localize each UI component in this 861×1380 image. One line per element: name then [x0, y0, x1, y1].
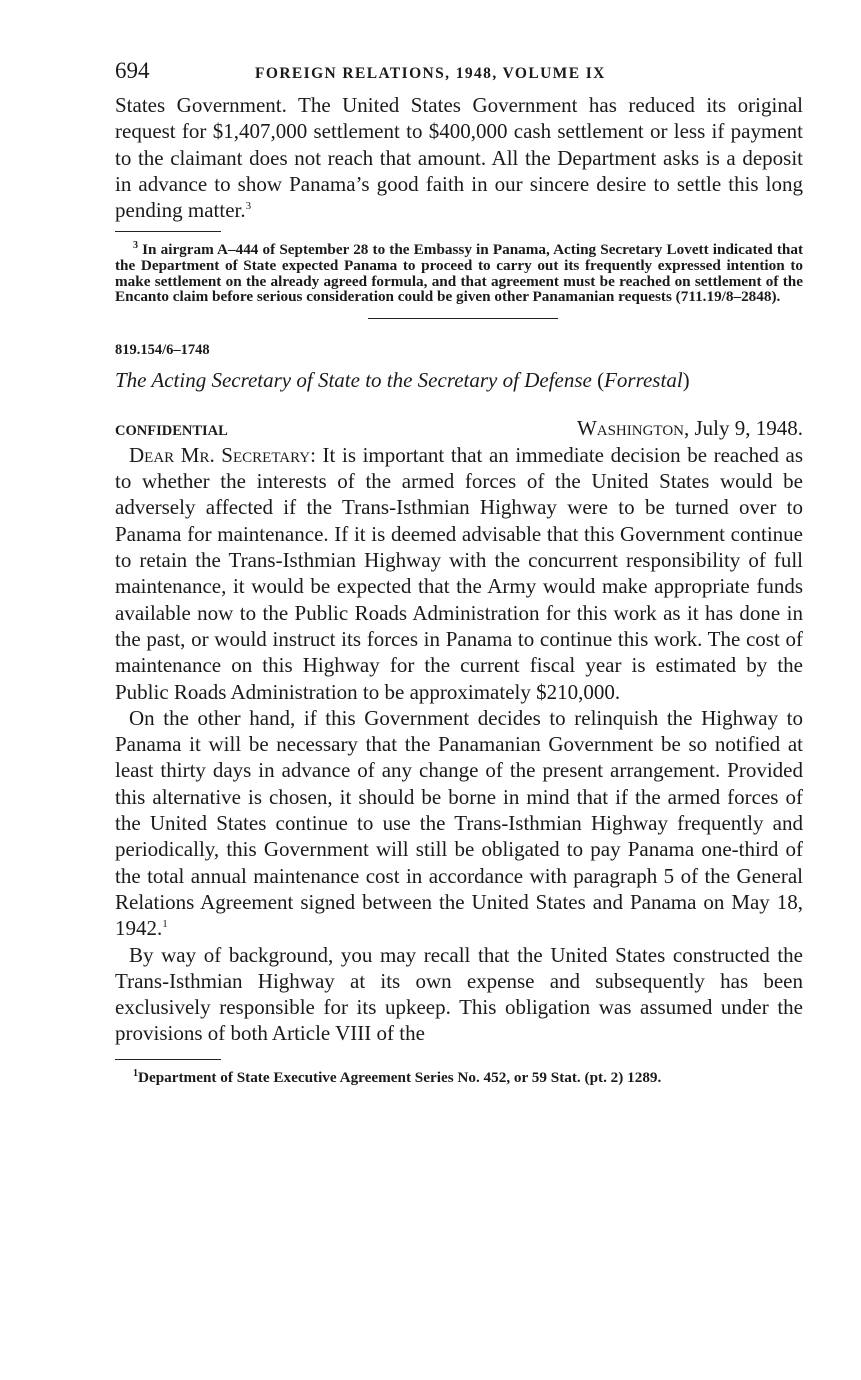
section-divider	[368, 318, 558, 319]
document-title-name: Forrestal	[604, 367, 683, 392]
footnote-divider	[115, 231, 221, 232]
footnote-ref-1: 1	[162, 918, 168, 931]
footnote-divider-bottom	[115, 1059, 221, 1060]
document-title-main: The Acting Secretary of State to the Secretary of Defense	[115, 367, 592, 392]
salutation: Dear Mr. Secretary	[129, 442, 311, 467]
paragraph-1-text: : It is important that an immediate decision be reached as to whether the interests of the armed forces of the United States would be adversely affected if the Trans-Isthmian Highway were to be turned over to Panama for maintenance. If it is deemed advisable that this Government continue to retain the Trans-Isthmian Highway with the concurrent responsibility of full maintenance, it would be expected that the Army would make appropriate funds available now to the Public Roads Administration for this work as it has done in the past, or would instruct its forces in Panama to continue this work. The cost of maintenance on this Highway for the current fiscal year is estimated by the Public Roads Administration to be approximately $210,000.	[115, 442, 803, 704]
running-head	[115, 58, 803, 92]
footnote-3-text: In airgram A–444 of September 28 to the Embassy in Panama, Acting Secretary Lovett indicated that the Department of State expected Panama to proceed to carry out its frequently expressed intention to make settlement on the already agreed formula, and that agreement must be reached on settlement of the Encanto claim before serious consideration could be given other Panamanian requests (711.19/8–2848).	[115, 241, 804, 306]
file-number: 819.154/6–1748	[115, 341, 210, 358]
document-title	[115, 368, 803, 398]
date: , July 9, 1948.	[683, 415, 803, 440]
place: Washington	[576, 415, 684, 440]
letter-paragraph-3	[115, 942, 803, 1047]
footnote-1-text: Department of State Executive Agreement Series No. 452, or 59 Stat. (pt. 2) 1289.	[138, 1068, 662, 1086]
continued-paragraph	[115, 92, 803, 223]
footnote-3	[115, 242, 803, 304]
paragraph-3-text: By way of background, you may recall that the United States constructed the Trans-Isthmian Highway at its own expense and subsequently has been exclusively responsible for its upkeep. This obligation was assumed under the provisions of both Article VIII of the	[115, 942, 803, 1046]
place-and-date	[577, 416, 803, 441]
page-number: 694	[115, 58, 150, 83]
paragraph-2-text: On the other hand, if this Government decides to relinquish the Highway to Panama it will be necessary that the Panamanian Government be so notified at least thirty days in advance of any change of the present arrangement. Provided this alternative is chosen, it should be borne in mind that if the armed forces of the United States continue to use the Trans-Isthmian Highway frequently and periodically, this Government will still be obligated to pay Panama one-third of the total annual maintenance cost in accordance with paragraph 5 of the General Relations Agreement signed between the United States and Panama on May 18, 1942.	[115, 705, 803, 941]
classification-label: CONFIDENTIAL	[115, 422, 228, 439]
footnote-3-mark: 3	[133, 240, 138, 252]
footnote-ref-3: 3	[245, 200, 252, 213]
title-close-paren: )	[682, 367, 690, 392]
footnote-1-mark: 1	[133, 1067, 138, 1079]
letter-paragraph-2	[115, 705, 803, 942]
letter-paragraph-1	[115, 442, 803, 705]
running-title: FOREIGN RELATIONS, 1948, VOLUME IX	[255, 65, 606, 82]
dateline	[115, 416, 803, 442]
footnote-1	[115, 1067, 803, 1086]
continued-text: States Government. The United States Government has reduced its original request for $1,407,000 settlement to $400,000 cash settlement or less if payment to the claimant does not reach that amount. All the Department asks is a deposit in advance to show Panama’s good faith in our sincere desire to settle this long pending matter.	[115, 93, 803, 223]
document-page	[115, 58, 803, 1085]
title-open-paren: (	[597, 367, 605, 392]
